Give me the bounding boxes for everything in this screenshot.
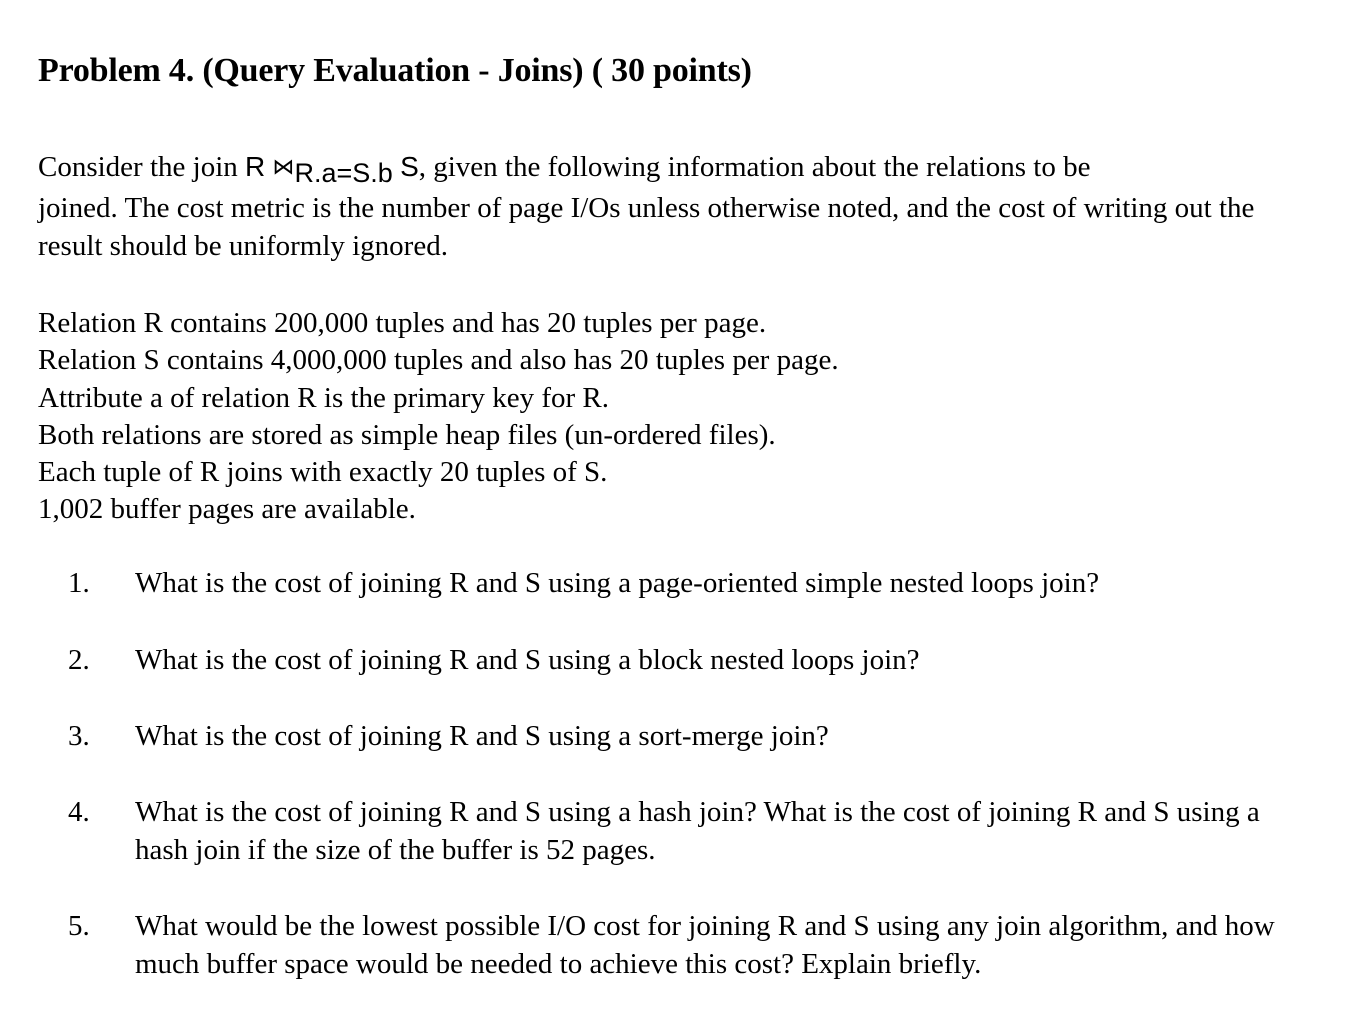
intro-suffix: , given the following information about the relations to be (418, 151, 1091, 183)
intro-prefix: Consider the join (38, 151, 246, 183)
question-text: What is the cost of joining R and S using a hash join? What is the cost of joining R and S using a hash join if the size of the buffer is 52 pages. (135, 796, 1260, 866)
relation-s-symbol: S (400, 151, 419, 182)
problem-title: Problem 4. (Query Evaluation - Joins) ( 30 points) (38, 52, 752, 89)
question-number: 1. (68, 567, 90, 599)
intro-rest: joined. The cost metric is the number of page I/Os unless otherwise noted, and the cost of writing out the result should be uniformly ignored. (38, 192, 1255, 262)
question-text: What would be the lowest possible I/O cost for joining R and S using any join algorithm, and how much buffer space would be needed to achieve this cost? Explain briefly. (135, 910, 1275, 980)
question-text: What is the cost of joining R and S using a block nested loops join? (135, 644, 920, 676)
join-condition: R.a=S.b (294, 158, 393, 188)
fact-line: Relation S contains 4,000,000 tuples and also has 20 tuples per page. (38, 344, 839, 377)
intro-paragraph (38, 146, 1308, 265)
question-number: 5. (68, 910, 90, 942)
join-symbol: ⋈ (272, 155, 295, 180)
fact-line: Both relations are stored as simple heap files (un-ordered files). (38, 418, 776, 451)
relation-facts (38, 305, 839, 529)
relation-r-symbol: R (245, 151, 266, 182)
fact-line: Relation R contains 200,000 tuples and has 20 tuples per page. (38, 307, 767, 339)
intro-first-line (38, 151, 1091, 188)
question-number: 3. (68, 720, 90, 752)
question-text: What is the cost of joining R and S using a sort-merge join? (135, 720, 829, 752)
fact-line: 1,002 buffer pages are available. (38, 493, 416, 526)
question-text: What is the cost of joining R and S using a page-oriented simple nested loops join? (135, 567, 1100, 599)
question-number: 4. (68, 796, 90, 828)
fact-line: Each tuple of R joins with exactly 20 tuples of S. (38, 456, 608, 489)
fact-line: Attribute a of relation R is the primary key for R. (38, 381, 609, 414)
question-number: 2. (68, 644, 90, 676)
